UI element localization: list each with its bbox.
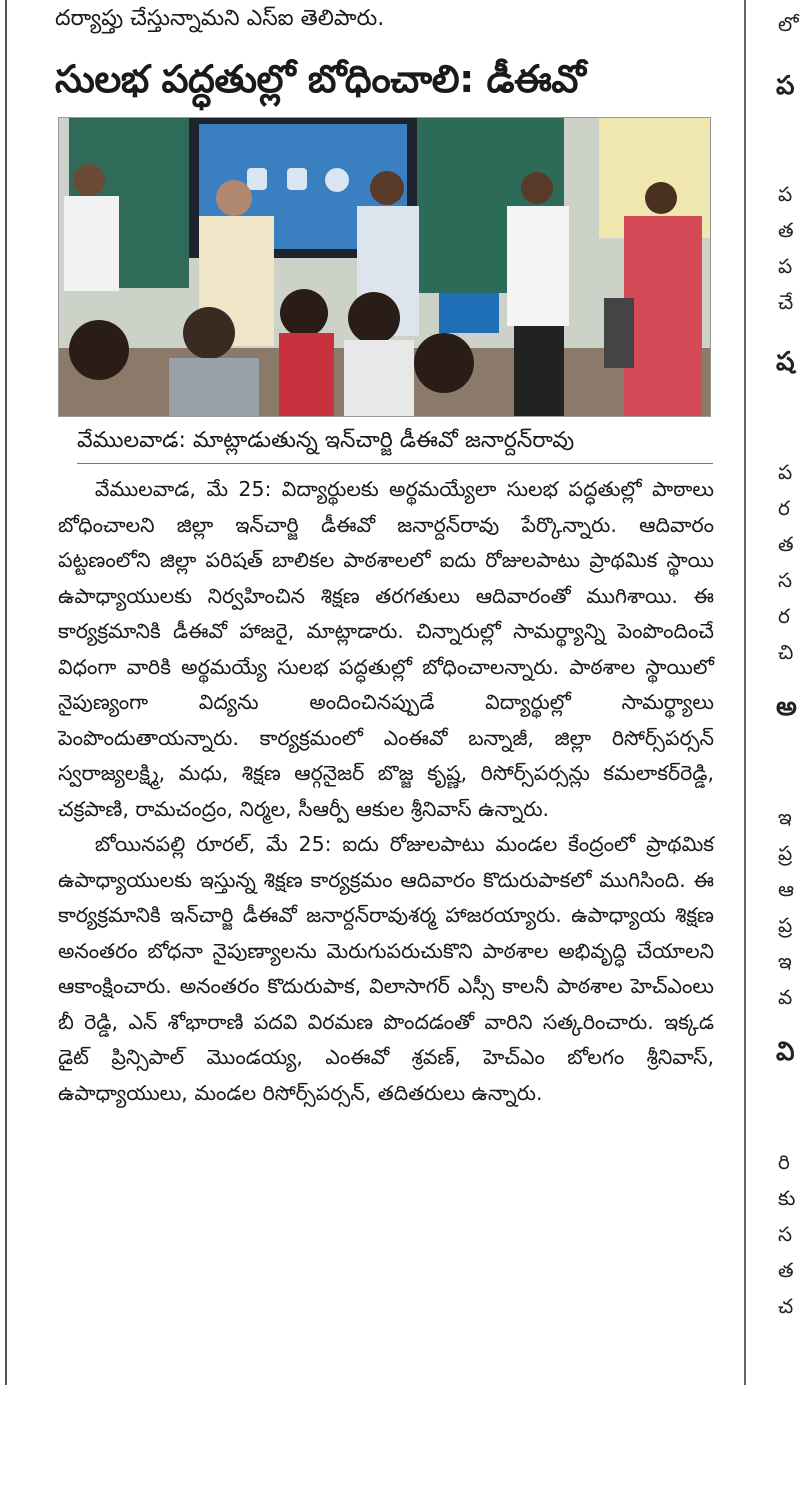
previous-article-last-line: దర్యాప్తు చేస్తున్నామని ఎస్ఐ తెలిపారు.	[55, 6, 385, 31]
article-body	[58, 472, 714, 1111]
adjacent-glyph: ష	[776, 347, 795, 377]
adjacent-glyph: ప్ర	[778, 841, 793, 865]
adjacent-glyph: చ	[778, 1294, 794, 1318]
adjacent-glyph: ర	[778, 496, 790, 520]
adjacent-glyph: ర	[778, 604, 790, 628]
article-paragraph: వేములవాడ, మే 25: విద్యార్థులకు అర్థమయ్యేలా సులభ పద్ధతుల్లో పాఠాలు బోధించాలని జిల్లా ఇన్‌చార్జి డీఈవో జనార్దన్‌రావు పేర్కొన్నారు. ఆదివారం పట్టణంలోని జిల్లా పరిషత్ బాలికల పాఠశాలలో ఐదు రోజులపాటు ప్రాథమిక స్థాయి ఉపాధ్యాయులకు నిర్వహించిన శిక్షణ తరగతులు ఆదివారంతో ముగిశాయి. ఈ కార్యక్రమానికి డీఈవో హాజరై, మాట్లాడారు. చిన్నారుల్లో సామర్థ్యాన్ని పెంపొందించే విధంగా వారికి అర్థమయ్యే సులభ పద్ధతుల్లో బోధించాలన్నారు. పాఠశాల స్థాయిలో నైపుణ్యంగా విద్యను అందించినప్పుడే విద్యార్థుల్లో సామర్థ్యాలు పెంపొందుతాయన్నారు. కార్యక్రమంలో ఎంఈవో బన్నాజీ, జిల్లా రిసోర్స్‌పర్సన్ స్వరాజ్యలక్ష్మి, మధు, శిక్షణ ఆర్గనైజర్ బొజ్జ కృష్ణ, రిసోర్స్‌పర్సన్లు కమలాకర్‌రెడ్డి, చక్రపాణి, రామచంద్రం, నిర్మల, సీఆర్పీ ఆకుల శ్రీనివాస్ ఉన్నారు.	[58, 477, 714, 821]
adjacent-article-edge	[778, 0, 800, 1385]
adjacent-glyph: కు	[778, 1186, 796, 1210]
adjacent-glyph: ప	[778, 182, 793, 206]
adjacent-glyph: స	[778, 568, 793, 592]
adjacent-glyph: త	[778, 532, 794, 556]
article-paragraph: బోయినపల్లి రూరల్, మే 25: ఐదు రోజులపాటు మండల కేంద్రంలో ప్రాథమిక ఉపాధ్యాయులకు ఇస్తున్న శిక్షణ కార్యక్రమం ఆదివారం కొదురుపాకలో ముగిసింది. ఈ కార్యక్రమానికి ఇన్‌చార్జి డీఈవో జనార్దన్‌రావుశర్మ హాజరయ్యారు. ఉపాధ్యాయ శిక్షణ అనంతరం బోధనా నైపుణ్యాలను మెరుగుపరుచుకొని పాఠశాల అభివృద్ధి చేయాలని ఆకాంక్షించారు. అనంతరం కొదురుపాక, విలాసాగర్ ఎస్సీ కాలనీ పాఠశాల హెచ్‌ఎంలు బీ రెడ్డి, ఎన్ శోభారాణి పదవి విరమణ పొందడంతో వారిని సత్కరించారు. ఇక్కడ డైట్ ప్రిన్సిపాల్ మొండయ్య, ఎంఈవో శ్రవణ్, హెచ్ఎం బోలగం శ్రీనివాస్, ఉపాధ్యాయులు, మండల రిసోర్స్‌పర్సన్, తదితరులు ఉన్నారు.	[58, 832, 714, 1105]
adjacent-glyph: త	[778, 218, 794, 242]
adjacent-glyph: ప	[776, 71, 795, 101]
adjacent-glyph: స	[778, 1222, 793, 1246]
caption-rule	[77, 463, 713, 464]
adjacent-glyph: అ	[776, 692, 797, 722]
adjacent-glyph: ఇ	[778, 949, 792, 973]
adjacent-glyph: ఇ	[778, 805, 792, 829]
adjacent-glyph: వ	[778, 985, 793, 1009]
adjacent-glyph: ఆ	[778, 877, 794, 901]
left-border-rule	[5, 0, 7, 1385]
column-divider-rule	[744, 0, 746, 1385]
adjacent-glyph: ప	[778, 254, 793, 278]
photo-caption: వేములవాడ: మాట్లాడుతున్న ఇన్‌చార్జి డీఈవో జనార్దన్‌రావు	[77, 428, 575, 453]
adjacent-glyph: లో	[778, 12, 799, 36]
adjacent-glyph: ప	[778, 460, 793, 484]
article-headline: సులభ పద్ధతుల్లో బోధించాలి: డీఈవో	[55, 57, 586, 101]
adjacent-glyph: త	[778, 1258, 794, 1282]
classroom-photo-illustration	[59, 118, 710, 416]
adjacent-glyph: ప్ర	[778, 913, 793, 937]
adjacent-glyph: రి	[778, 1150, 790, 1174]
adjacent-glyph: చే	[778, 290, 794, 314]
adjacent-glyph: చి	[778, 640, 794, 664]
article-photo	[58, 117, 711, 417]
adjacent-glyph: వి	[776, 1037, 795, 1067]
